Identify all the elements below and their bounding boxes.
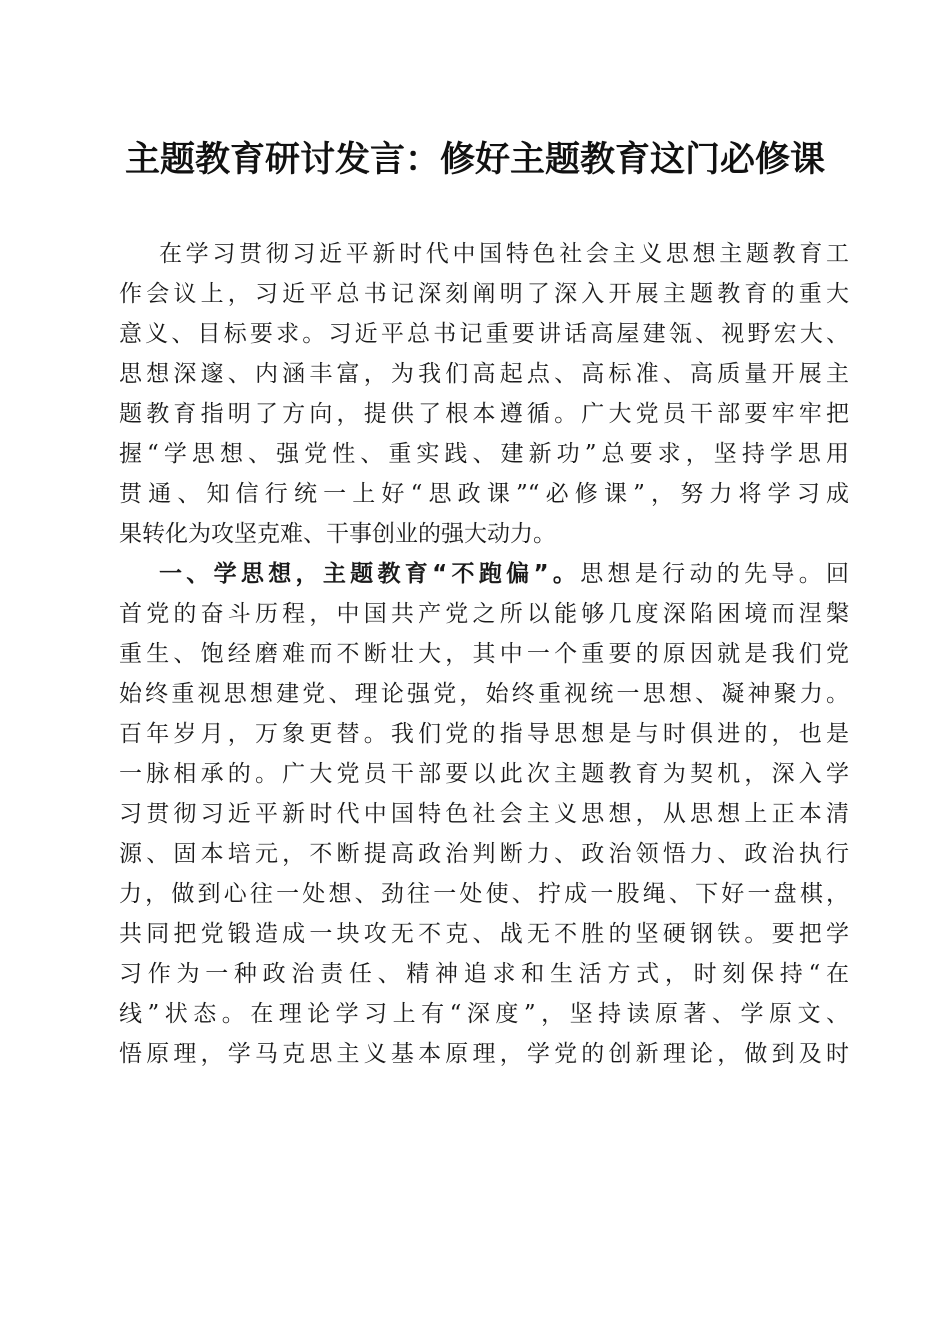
paragraph-1-line: 在学习贯彻习近平新时代中国特色社会主义思想主题教育工 (159, 241, 849, 267)
paragraph-2-line: 重生、饱经磨难而不断壮大，其中一个重要的原因就是我们党 (119, 641, 849, 667)
paragraph-2-line-rest: 思想是行动的先导。回 (580, 561, 849, 587)
document-body (119, 234, 849, 1074)
document-title: 主题教育研讨发言：修好主题教育这门必修课 (124, 139, 825, 180)
paragraph-1-line: 贯通、知信行统一上好“思政课”“必修课”，努力将学习成 (119, 481, 849, 507)
paragraph-2-line: 悟原理，学马克思主义基本原理，学党的创新理论，做到及时 (119, 1041, 849, 1067)
paragraph-1-line: 握“学思想、强党性、重实践、建新功”总要求，坚持学思用 (119, 441, 849, 467)
paragraph-2-first-line (119, 554, 849, 594)
paragraph-1-line: 思想深邃、内涵丰富，为我们高起点、高标准、高质量开展主 (119, 361, 849, 387)
paragraph-2-line: 源、固本培元，不断提高政治判断力、政治领悟力、政治执行 (119, 841, 849, 867)
paragraph-1-line: 意义、目标要求。习近平总书记重要讲话高屋建瓴、视野宏大、 (119, 321, 849, 347)
paragraph-2-line: 力，做到心往一处想、劲往一处使、拧成一股绳、下好一盘棋， (119, 881, 849, 907)
paragraph-2-line: 百年岁月，万象更替。我们党的指导思想是与时俱进的，也是 (119, 721, 849, 747)
paragraph-2-line: 线”状态。在理论学习上有“深度”，坚持读原著、学原文、 (119, 1001, 849, 1027)
paragraph-2-line: 共同把党锻造成一块攻无不克、战无不胜的坚硬钢铁。要把学 (119, 921, 849, 947)
paragraph-2-line: 习贯彻习近平新时代中国特色社会主义思想，从思想上正本清 (119, 801, 849, 827)
paragraph-1-line: 作会议上，习近平总书记深刻阐明了深入开展主题教育的重大 (119, 281, 849, 307)
section-heading: 一、学思想，主题教育“不跑偏”。 (159, 561, 581, 587)
paragraph-2-line: 首党的奋斗历程，中国共产党之所以能够几度深陷困境而涅槃 (119, 601, 849, 627)
paragraph-1-line: 果转化为攻坚克难、干事创业的强大动力。 (119, 521, 556, 547)
paragraph-2-line: 始终重视思想建党、理论强党，始终重视统一思想、凝神聚力。 (119, 681, 849, 707)
paragraph-1-line: 题教育指明了方向，提供了根本遵循。广大党员干部要牢牢把 (119, 401, 849, 427)
paragraph-2-line: 习作为一种政治责任、精神追求和生活方式，时刻保持“在 (119, 961, 849, 987)
paragraph-2-line: 一脉相承的。广大党员干部要以此次主题教育为契机，深入学 (119, 761, 849, 787)
